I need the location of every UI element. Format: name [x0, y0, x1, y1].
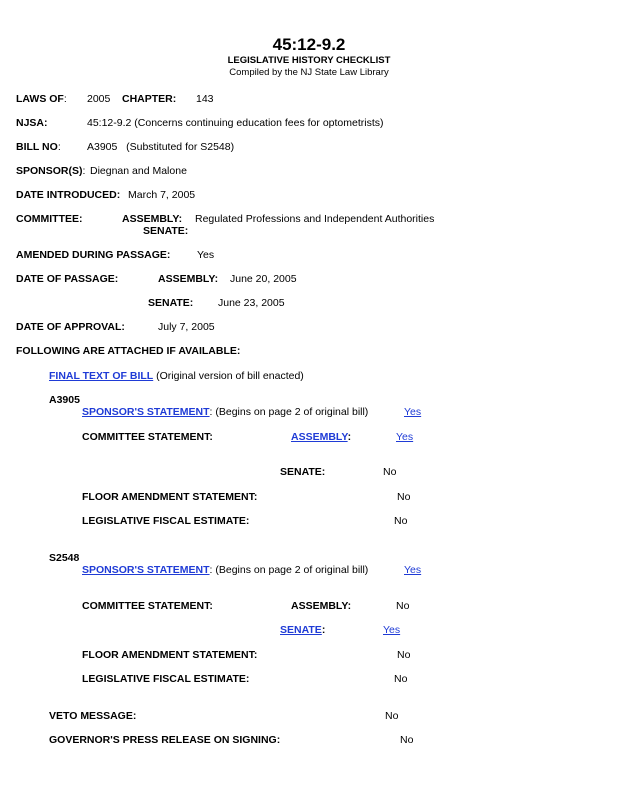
date-of-approval-label: DATE OF APPROVAL:: [16, 321, 125, 333]
s2548-sponsor-yes-link[interactable]: Yes: [404, 564, 422, 576]
laws-of-row: [16, 93, 67, 105]
bill-no-colon: :: [57, 141, 61, 153]
amended-value: Yes: [197, 249, 215, 261]
laws-of-colon: :: [63, 93, 67, 105]
veto-label: VETO MESSAGE:: [49, 710, 137, 722]
passage-assembly-label: ASSEMBLY:: [158, 273, 219, 285]
passage-assembly-value: June 20, 2005: [230, 273, 297, 285]
date-introduced-label: DATE INTRODUCED:: [16, 189, 121, 201]
njsa-value: 45:12-9.2 (Concerns continuing education fees for optometrists): [87, 117, 384, 129]
date-introduced-value: March 7, 2005: [128, 189, 196, 201]
s2548-sponsor-statement-link[interactable]: SPONSOR'S STATEMENT: [82, 564, 210, 576]
a3905-fiscal-value: No: [394, 515, 408, 527]
press-release-value: No: [400, 734, 414, 746]
a3905-committee-assembly-colon: :: [347, 431, 352, 443]
veto-value: No: [385, 710, 399, 722]
date-of-approval-value: July 7, 2005: [158, 321, 215, 333]
a3905-sponsor-statement-link[interactable]: SPONSOR'S STATEMENT: [82, 406, 210, 418]
sponsors-row: [16, 165, 85, 177]
s2548-sponsor-note: : (Begins on page 2 of original bill): [209, 564, 369, 576]
s2548-fiscal-value: No: [394, 673, 408, 685]
attached-heading: FOLLOWING ARE ATTACHED IF AVAILABLE:: [16, 345, 241, 357]
committee-label: COMMITTEE:: [16, 213, 83, 225]
a3905-committee-assembly-row: [291, 431, 351, 443]
s2548-floor-label: FLOOR AMENDMENT STATEMENT:: [82, 649, 258, 661]
a3905-label: A3905: [49, 394, 80, 406]
s2548-label: S2548: [49, 552, 80, 564]
page-title: 45:12-9.2: [272, 35, 346, 54]
bill-no-value: A3905 (Substituted for S2548): [87, 141, 235, 153]
a3905-committee-senate-value: No: [383, 466, 397, 478]
s2548-floor-value: No: [397, 649, 411, 661]
final-text-note: (Original version of bill enacted): [153, 370, 304, 382]
chapter-value: 143: [196, 93, 214, 105]
checklist-subtitle: LEGISLATIVE HISTORY CHECKLIST: [227, 55, 391, 66]
committee-assembly-value: Regulated Professions and Independent Authorities: [195, 213, 435, 225]
s2548-committee-senate-link[interactable]: SENATE: [280, 624, 322, 636]
amended-label: AMENDED DURING PASSAGE:: [16, 249, 171, 261]
committee-senate-label: SENATE:: [143, 225, 189, 237]
s2548-committee-senate-row: [280, 624, 325, 636]
compiled-by: Compiled by the NJ State Law Library: [229, 67, 389, 78]
chapter-label: CHAPTER:: [122, 93, 177, 105]
final-text-link[interactable]: FINAL TEXT OF BILL: [49, 370, 154, 382]
bill-no-label: BILL NO: [16, 141, 58, 153]
s2548-fiscal-label: LEGISLATIVE FISCAL ESTIMATE:: [82, 673, 250, 685]
a3905-sponsor-row: [82, 406, 368, 418]
laws-of-label: LAWS OF: [16, 93, 64, 105]
a3905-committee-senate-label: SENATE:: [280, 466, 326, 478]
laws-of-year: 2005: [87, 93, 111, 105]
sponsors-value: Diegnan and Malone: [90, 165, 187, 177]
a3905-committee-assembly-link[interactable]: ASSEMBLY: [291, 431, 348, 443]
njsa-label: NJSA:: [16, 117, 48, 129]
a3905-committee-assembly-yes-link[interactable]: Yes: [396, 431, 414, 443]
a3905-floor-label: FLOOR AMENDMENT STATEMENT:: [82, 491, 258, 503]
a3905-sponsor-yes-link[interactable]: Yes: [404, 406, 422, 418]
a3905-floor-value: No: [397, 491, 411, 503]
sponsors-colon: :: [82, 165, 86, 177]
s2548-committee-senate-colon: :: [321, 624, 326, 636]
s2548-committee-assembly-value: No: [396, 600, 410, 612]
sponsors-label: SPONSOR(S): [16, 165, 83, 177]
s2548-committee-label: COMMITTEE STATEMENT:: [82, 600, 213, 612]
press-release-label: GOVERNOR'S PRESS RELEASE ON SIGNING:: [49, 734, 281, 746]
bill-no-row: [16, 141, 61, 153]
committee-assembly-label: ASSEMBLY:: [122, 213, 183, 225]
a3905-sponsor-note: : (Begins on page 2 of original bill): [209, 406, 369, 418]
s2548-committee-assembly-label: ASSEMBLY:: [291, 600, 352, 612]
a3905-fiscal-label: LEGISLATIVE FISCAL ESTIMATE:: [82, 515, 250, 527]
a3905-committee-label: COMMITTEE STATEMENT:: [82, 431, 213, 443]
passage-senate-value: June 23, 2005: [218, 297, 285, 309]
s2548-committee-senate-yes-link[interactable]: Yes: [383, 624, 401, 636]
date-of-passage-label: DATE OF PASSAGE:: [16, 273, 119, 285]
s2548-sponsor-row: [82, 564, 368, 576]
final-text-row: [49, 370, 304, 382]
passage-senate-label: SENATE:: [148, 297, 194, 309]
